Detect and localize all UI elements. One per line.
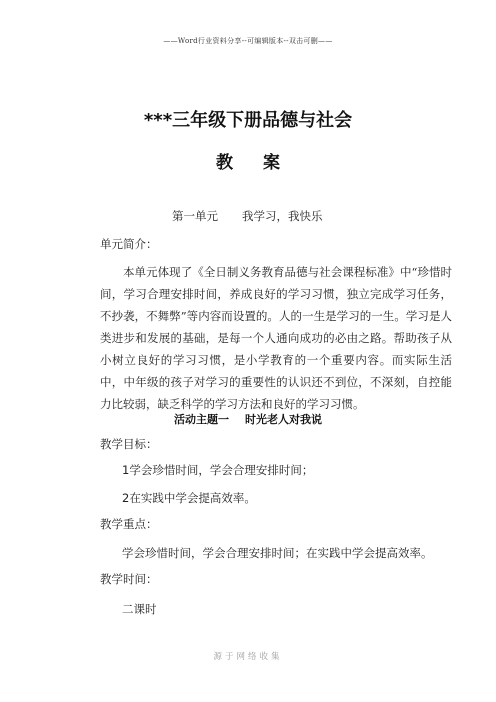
page-footer: 源于网络收集: [213, 652, 283, 662]
activity-label: 活动主题一: [174, 413, 229, 426]
time-label: 教学时间：: [100, 572, 158, 586]
activity-name: 时光老人对我说: [245, 413, 322, 426]
objective-item: 2在实践中学会提高效率。: [122, 491, 256, 505]
document-title: ***三年级下册品德与社会: [143, 110, 353, 131]
key-points-text: 学会珍惜时间，学会合理安排时间；在实践中学会提高效率。: [122, 546, 433, 560]
intro-paragraph: 本单元体现了《全日制义务教育品德与社会课程标准》中“珍惜时间，学习合理安排时间，养成良好的学习习惯，独立完成学习任务，不抄袭，不舞弊”等内容而设置的。人的一生是学习的一生。学习是人类进步和发展的基础，是每一个人通向成功的必由之路。帮助孩子从小树立良好的学习习惯，是小学教育的一个重要内容。而实际生活中，中年级的孩子对学习的重要性的认识还不到位，不深刻，自控能力比较弱，缺乏科学的学习方法和良好的学习习惯。: [100, 265, 452, 411]
unit-heading: [172, 208, 323, 224]
time-value: 二课时: [122, 602, 157, 616]
activity-heading: [0, 411, 496, 427]
objectives-label: 教学目标：: [100, 437, 158, 451]
objective-item: 1学会珍惜时间，学会合理安排时间；: [122, 463, 314, 477]
document-subtitle: 教 案: [216, 153, 292, 173]
unit-name: 我学习，我快乐: [242, 209, 323, 223]
unit-number: 第一单元: [172, 209, 218, 223]
intro-label: 单元简介：: [100, 237, 158, 251]
page-header: ——Word行业资料分享--可编辑版本--双击可删——: [163, 37, 333, 45]
key-points-label: 教学重点：: [100, 517, 158, 531]
